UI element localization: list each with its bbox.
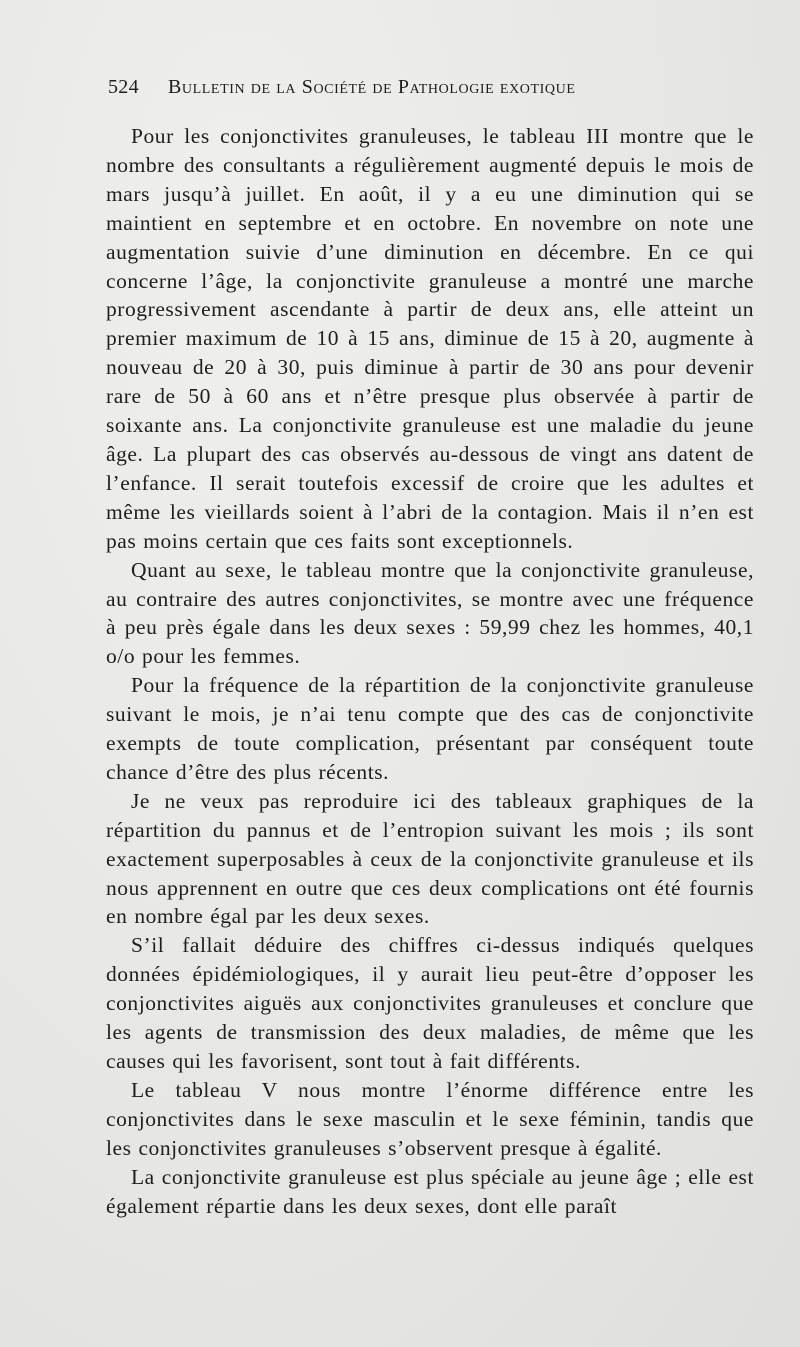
paragraph: La conjonctivite granuleuse est plus spéciale au jeune âge ; elle est également répartie dans les deux sexes, dont elle paraît xyxy=(106,1164,754,1218)
paragraph: Le tableau V nous montre l’énorme différence entre les conjonctivites dans le sexe masculin et le sexe féminin, tandis que les conjonctivites granuleuses s’observent presque à égalité. xyxy=(106,1077,754,1160)
paragraph: Quant au sexe, le tableau montre que la conjonctivite granuleuse, au contraire des autres conjonctivites, se montre avec une fréquence à peu près égale dans les deux sexes : 59,99 chez les hommes, 40,1 o/o pour les femmes. xyxy=(106,557,754,669)
running-title: Bulletin de la Société de Pathologie exotique xyxy=(167,76,576,98)
paragraph: Pour la fréquence de la répartition de la conjonctivite granuleuse suivant le mois, je n’ai tenu compte que des cas de conjonctivite exempts de toute complication, présentant par conséquent toute chance d’être des plus récents. xyxy=(106,673,754,784)
page-number: 524 xyxy=(108,76,139,98)
paragraph: Je ne veux pas reproduire ici des tableaux graphiques de la répartition du pannus et de l’entropion suivant les mois ; ils sont exactement superposables à ceux de la conjonctivite granuleuse et ils nous apprennent en outre que ces deux complications ont été fournis en nombre égal par les deux sexes. xyxy=(106,788,754,929)
paragraph: Pour les conjonctivites granuleuses, le tableau III montre que le nombre des consultants a régulièrement augmenté depuis le mois de mars jusqu’à juillet. En août, il y a eu une diminution qui se maintient en septembre et en octobre. En novembre on note une augmentation suivie d’une diminution en décembre. En ce qui concerne l’âge, la conjonctivite granuleuse a montré une marche progressivement ascendante à partir de deux ans, elle atteint un premier maximum de 10 à 15 ans, diminue de 15 à 20, augmente à nouveau de 20 à 30, puis diminue à partir de 30 ans pour devenir rare de 50 à 60 ans et n’être presque plus observée à partir de soixante ans. La conjonctivite granuleuse est une maladie du jeune âge. La plupart des cas observés au-dessous de vingt ans datent de l’enfance. Il serait toutefois excessif de croire que les adultes et même les vieillards soient à l’abri de la contagion. Mais il n’en est pas moins certain que ces faits sont exceptionnels. xyxy=(106,124,754,553)
body-text xyxy=(106,122,754,1220)
paragraph: S’il fallait déduire des chiffres ci-dessus indiqués quelques données épidémiologiques, il y aurait lieu peut-être d’opposer les conjonctivites aiguës aux conjonctivites granuleuses et conclure que les agents de transmission des deux maladies, de même que les causes qui les favorisent, sont tout à fait différents. xyxy=(106,933,754,1073)
page-header xyxy=(108,76,668,106)
